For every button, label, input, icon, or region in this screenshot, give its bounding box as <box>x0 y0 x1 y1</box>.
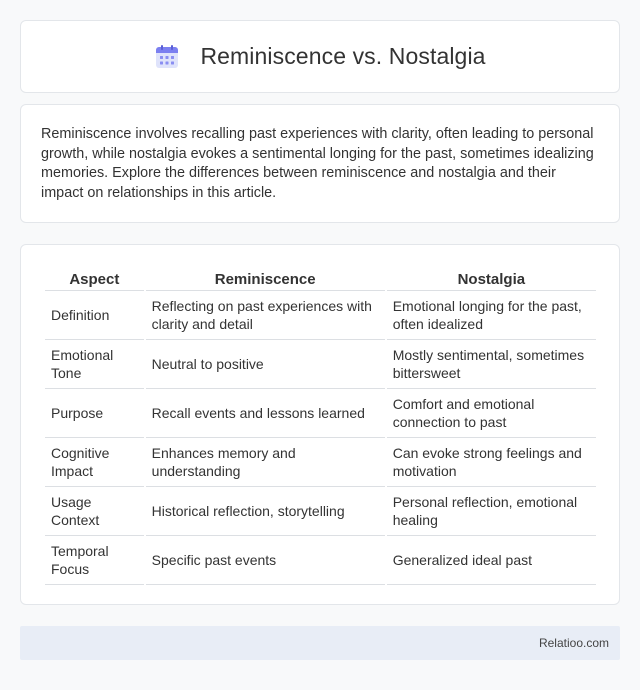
table-row <box>45 389 596 438</box>
header-aspect: Aspect <box>45 265 144 291</box>
calendar-icon <box>154 44 180 70</box>
reminiscence-cell: Recall events and lessons learned <box>146 389 385 438</box>
title-wrap <box>154 43 485 70</box>
nostalgia-cell: Emotional longing for the past, often idealized <box>387 291 596 340</box>
footer-site-link[interactable]: Relatioo.com <box>538 636 609 650</box>
comparison-table <box>43 265 598 585</box>
reminiscence-cell: Historical reflection, storytelling <box>146 487 385 536</box>
reminiscence-cell: Specific past events <box>146 536 385 585</box>
aspect-cell: Purpose <box>45 389 144 438</box>
nostalgia-cell: Comfort and emotional connection to past <box>387 389 596 438</box>
table-header-row <box>45 265 596 291</box>
reminiscence-cell: Enhances memory and understanding <box>146 438 385 487</box>
intro-paragraph: Reminiscence involves recalling past experiences with clarity, often leading to personal growth, while nostalgia evokes a sentimental longing for the past, sometimes idealizing memories. Explore the differences between reminiscence and nostalgia and their impact on relationships in this article. <box>41 126 594 201</box>
nostalgia-cell: Mostly sentimental, sometimes bittersweet <box>387 340 596 389</box>
header-reminiscence: Reminiscence <box>146 265 385 291</box>
comparison-card <box>20 244 620 605</box>
aspect-cell: Emotional Tone <box>45 340 144 389</box>
nostalgia-cell: Personal reflection, emotional healing <box>387 487 596 536</box>
table-row <box>45 291 596 340</box>
aspect-cell: Definition <box>45 291 144 340</box>
nostalgia-cell: Generalized ideal past <box>387 536 596 585</box>
reminiscence-cell: Reflecting on past experiences with clarity and detail <box>146 291 385 340</box>
nostalgia-cell: Can evoke strong feelings and motivation <box>387 438 596 487</box>
header-nostalgia: Nostalgia <box>387 265 596 291</box>
intro-card <box>20 104 620 223</box>
table-row <box>45 438 596 487</box>
table-row <box>45 340 596 389</box>
aspect-cell: Cognitive Impact <box>45 438 144 487</box>
aspect-cell: Temporal Focus <box>45 536 144 585</box>
reminiscence-cell: Neutral to positive <box>146 340 385 389</box>
aspect-cell: Usage Context <box>45 487 144 536</box>
page-title: Reminiscence vs. Nostalgia <box>200 43 486 69</box>
footer <box>20 626 620 660</box>
table-row <box>45 536 596 585</box>
table-row <box>45 487 596 536</box>
title-card <box>20 20 620 93</box>
